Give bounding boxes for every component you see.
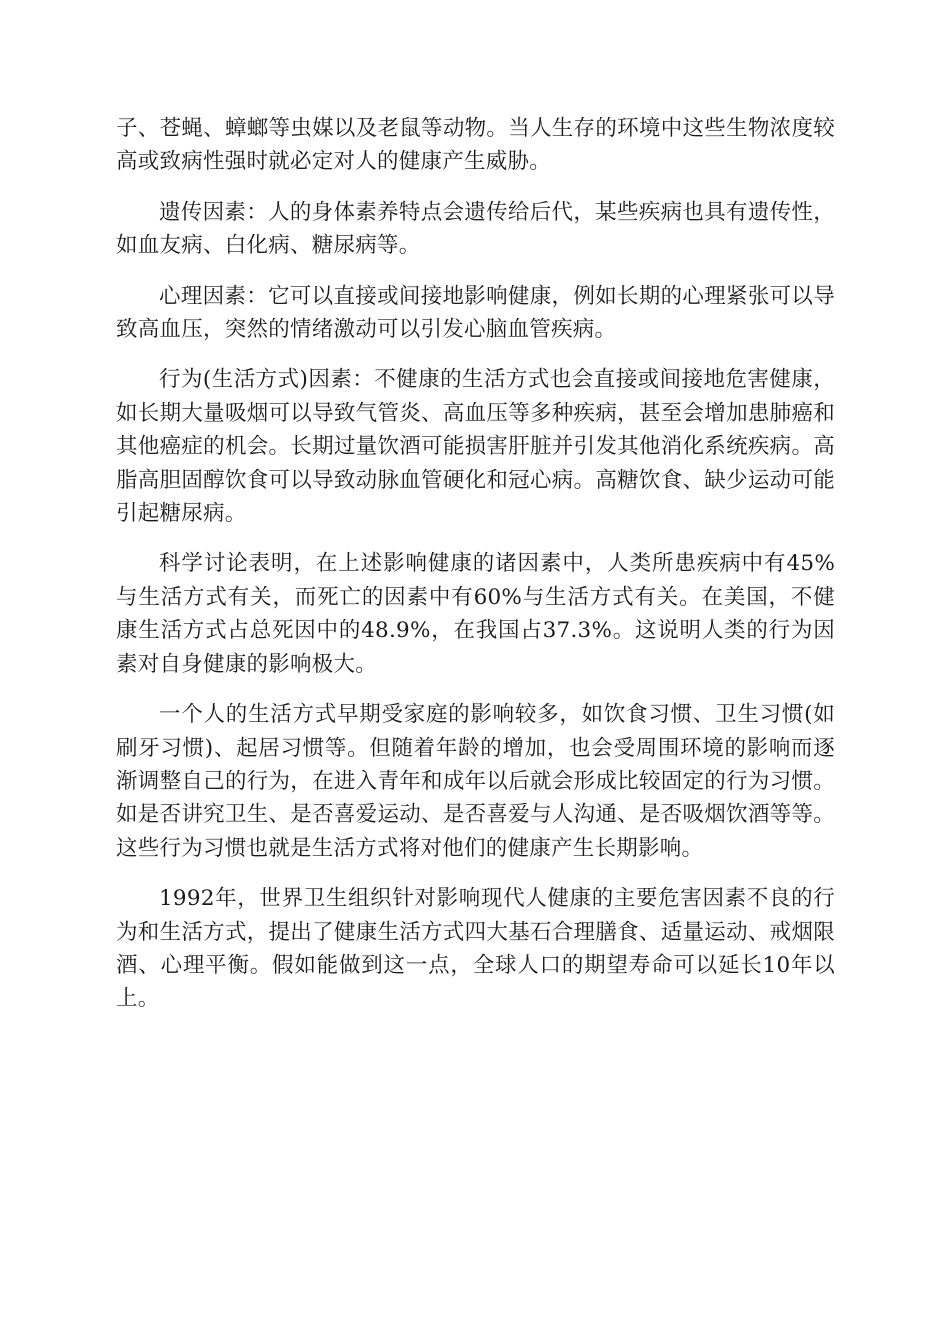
document-page <box>116 112 835 1033</box>
paragraph-behavior-factors: 行为(生活方式)因素：不健康的生活方式也会直接或间接地危害健康，如长期大量吸烟可以导致气管炎、高血压等多种疾病，甚至会增加患肺癌和其他癌症的机会。长期过量饮酒可能损害肝脏并引发其他消化系统疾病。高脂高胆固醇饮食可以导致动脉血管硬化和冠心病。高糖饮食、缺少运动可能引起糖尿病。 <box>116 367 835 527</box>
paragraph-who-1992: 1992年，世界卫生组织针对影响现代人健康的主要危害因素不良的行为和生活方式，提出了健康生活方式四大基石合理膳食、适量运动、戒烟限酒、心理平衡。假如能做到这一点，全球人口的期望寿命可以延长10年以上。 <box>116 886 835 1012</box>
paragraph-genetic-factors: 遗传因素：人的身体素养特点会遗传给后代，某些疾病也具有遗传性，如血友病、白化病、糖尿病等。 <box>116 199 835 259</box>
paragraph-vector-animals: 子、苍蝇、蟑螂等虫媒以及老鼠等动物。当人生存的环境中这些生物浓度较高或致病性强时就必定对人的健康产生威胁。 <box>116 116 835 175</box>
paragraph-lifestyle-formation: 一个人的生活方式早期受家庭的影响较多，如饮食习惯、卫生习惯(如刷牙习惯)、起居习惯等。但随着年龄的增加，也会受周围环境的影响而逐渐调整自己的行为，在进入青年和成年以后就会形成比较固定的行为习惯。如是否讲究卫生、是否喜爱运动、是否喜爱与人沟通、是否吸烟饮酒等等。这些行为习惯也就是生活方式将对他们的健康产生长期影响。 <box>116 702 835 861</box>
paragraph-psychological-factors: 心理因素：它可以直接或间接地影响健康，例如长期的心理紧张可以导致高血压，突然的情绪激动可以引发心脑血管疾病。 <box>116 283 835 343</box>
paragraph-research-statistics: 科学讨论表明，在上述影响健康的诸因素中，人类所患疾病中有45%与生活方式有关，而死亡的因素中有60%与生活方式有关。在美国，不健康生活方式占总死因中的48.9%，在我国占37.3%。这说明人类的行为因素对自身健康的影响极大。 <box>116 551 835 677</box>
